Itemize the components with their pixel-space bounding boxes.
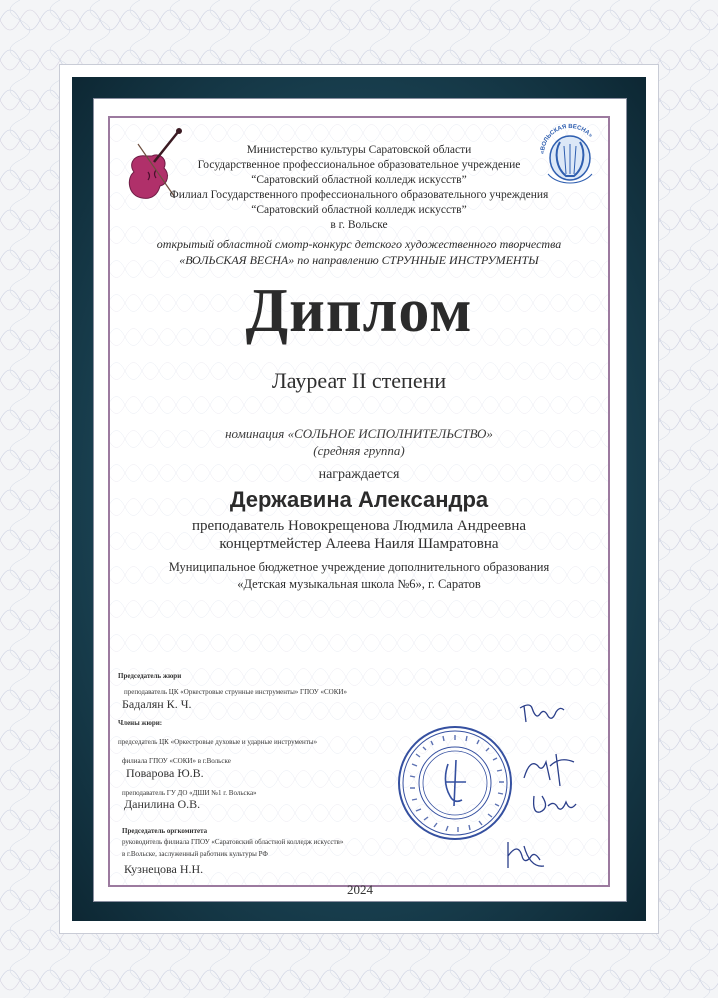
header-branch-name: “Саратовский областной колледж искусств” — [251, 204, 467, 216]
nomination-group: (средняя группа) — [313, 443, 405, 458]
contest-name: «ВОЛЬСКАЯ ВЕСНА» по направлению СТРУННЫЕ ИНСТРУМЕНТЫ — [179, 253, 539, 267]
nomination: номинация «СОЛЬНОЕ ИСПОЛНИТЕЛЬСТВО» — [225, 426, 493, 441]
signature-member1 — [520, 752, 580, 788]
accompanist: концертмейстер Алеева Наиля Шамратовна — [219, 536, 499, 552]
organizer-name: Кузнецова Н.Н. — [124, 862, 204, 876]
jury-member1-branch: филиала ГПОУ «СОКИ» в г.Вольске — [122, 757, 231, 765]
header-institution-name: “Саратовский областной колледж искусств” — [251, 174, 467, 186]
organizer-label: Председатель оргкомитета — [122, 827, 208, 835]
awarded-label: награждается — [318, 467, 400, 482]
teacher: преподаватель Новокрещенова Людмила Андреевна — [191, 518, 527, 534]
header-city: в г. Вольске — [330, 219, 388, 231]
jury-member1-position: председатель ЦК «Оркестровые духовые и ударные инструменты» — [118, 738, 318, 746]
header-institution-type: Государственное профессиональное образовательное учреждение — [197, 159, 521, 171]
contest-description: открытый областной смотр-конкурс детского художественного творчества — [156, 237, 562, 251]
recipient-name: Державина Александра — [229, 487, 489, 512]
diploma-year: 2024 — [347, 882, 373, 897]
jury-members-label: Члены жюри: — [118, 719, 163, 727]
school-type: Муниципальное бюджетное учреждение дополнительного образования — [168, 560, 550, 574]
diploma-title: Диплом — [245, 277, 473, 345]
organizer-position: руководитель филиала ГПОУ «Саратовский областной колледж искусств» — [122, 838, 344, 846]
header-branch-type: Филиал Государственного профессионального образовательного учреждения — [169, 189, 549, 201]
jury-member2-name: Данилина О.В. — [124, 797, 201, 811]
signature-chair — [518, 700, 568, 730]
school-name: «Детская музыкальная школа №6», г. Саратов — [237, 577, 481, 591]
organizer-position-2: в г.Вольске, заслуженный работник культуры РФ — [122, 850, 268, 858]
header-ministry: Министерство культуры Саратовской области — [246, 144, 472, 156]
jury-chair-name: Бадалян К. Ч. — [122, 697, 192, 711]
official-stamp-icon — [396, 724, 514, 842]
signature-member2 — [530, 790, 580, 820]
jury-member2-position: преподаватель ГУ ДО «ДШИ №1 г. Вольска» — [122, 789, 257, 797]
jury-chair-label: Председатель жюри — [118, 672, 182, 680]
festival-logo-text: «ВОЛЬСКАЯ ВЕСНА» — [539, 123, 594, 155]
signature-organizer — [500, 838, 548, 872]
jury-member1-name: Поварова Ю.В. — [126, 766, 204, 780]
laureate-degree: Лауреат II степени — [271, 368, 447, 393]
jury-chair-position: преподаватель ЦК «Оркестровые струнные инструменты» ГПОУ «СОКИ» — [124, 688, 347, 696]
